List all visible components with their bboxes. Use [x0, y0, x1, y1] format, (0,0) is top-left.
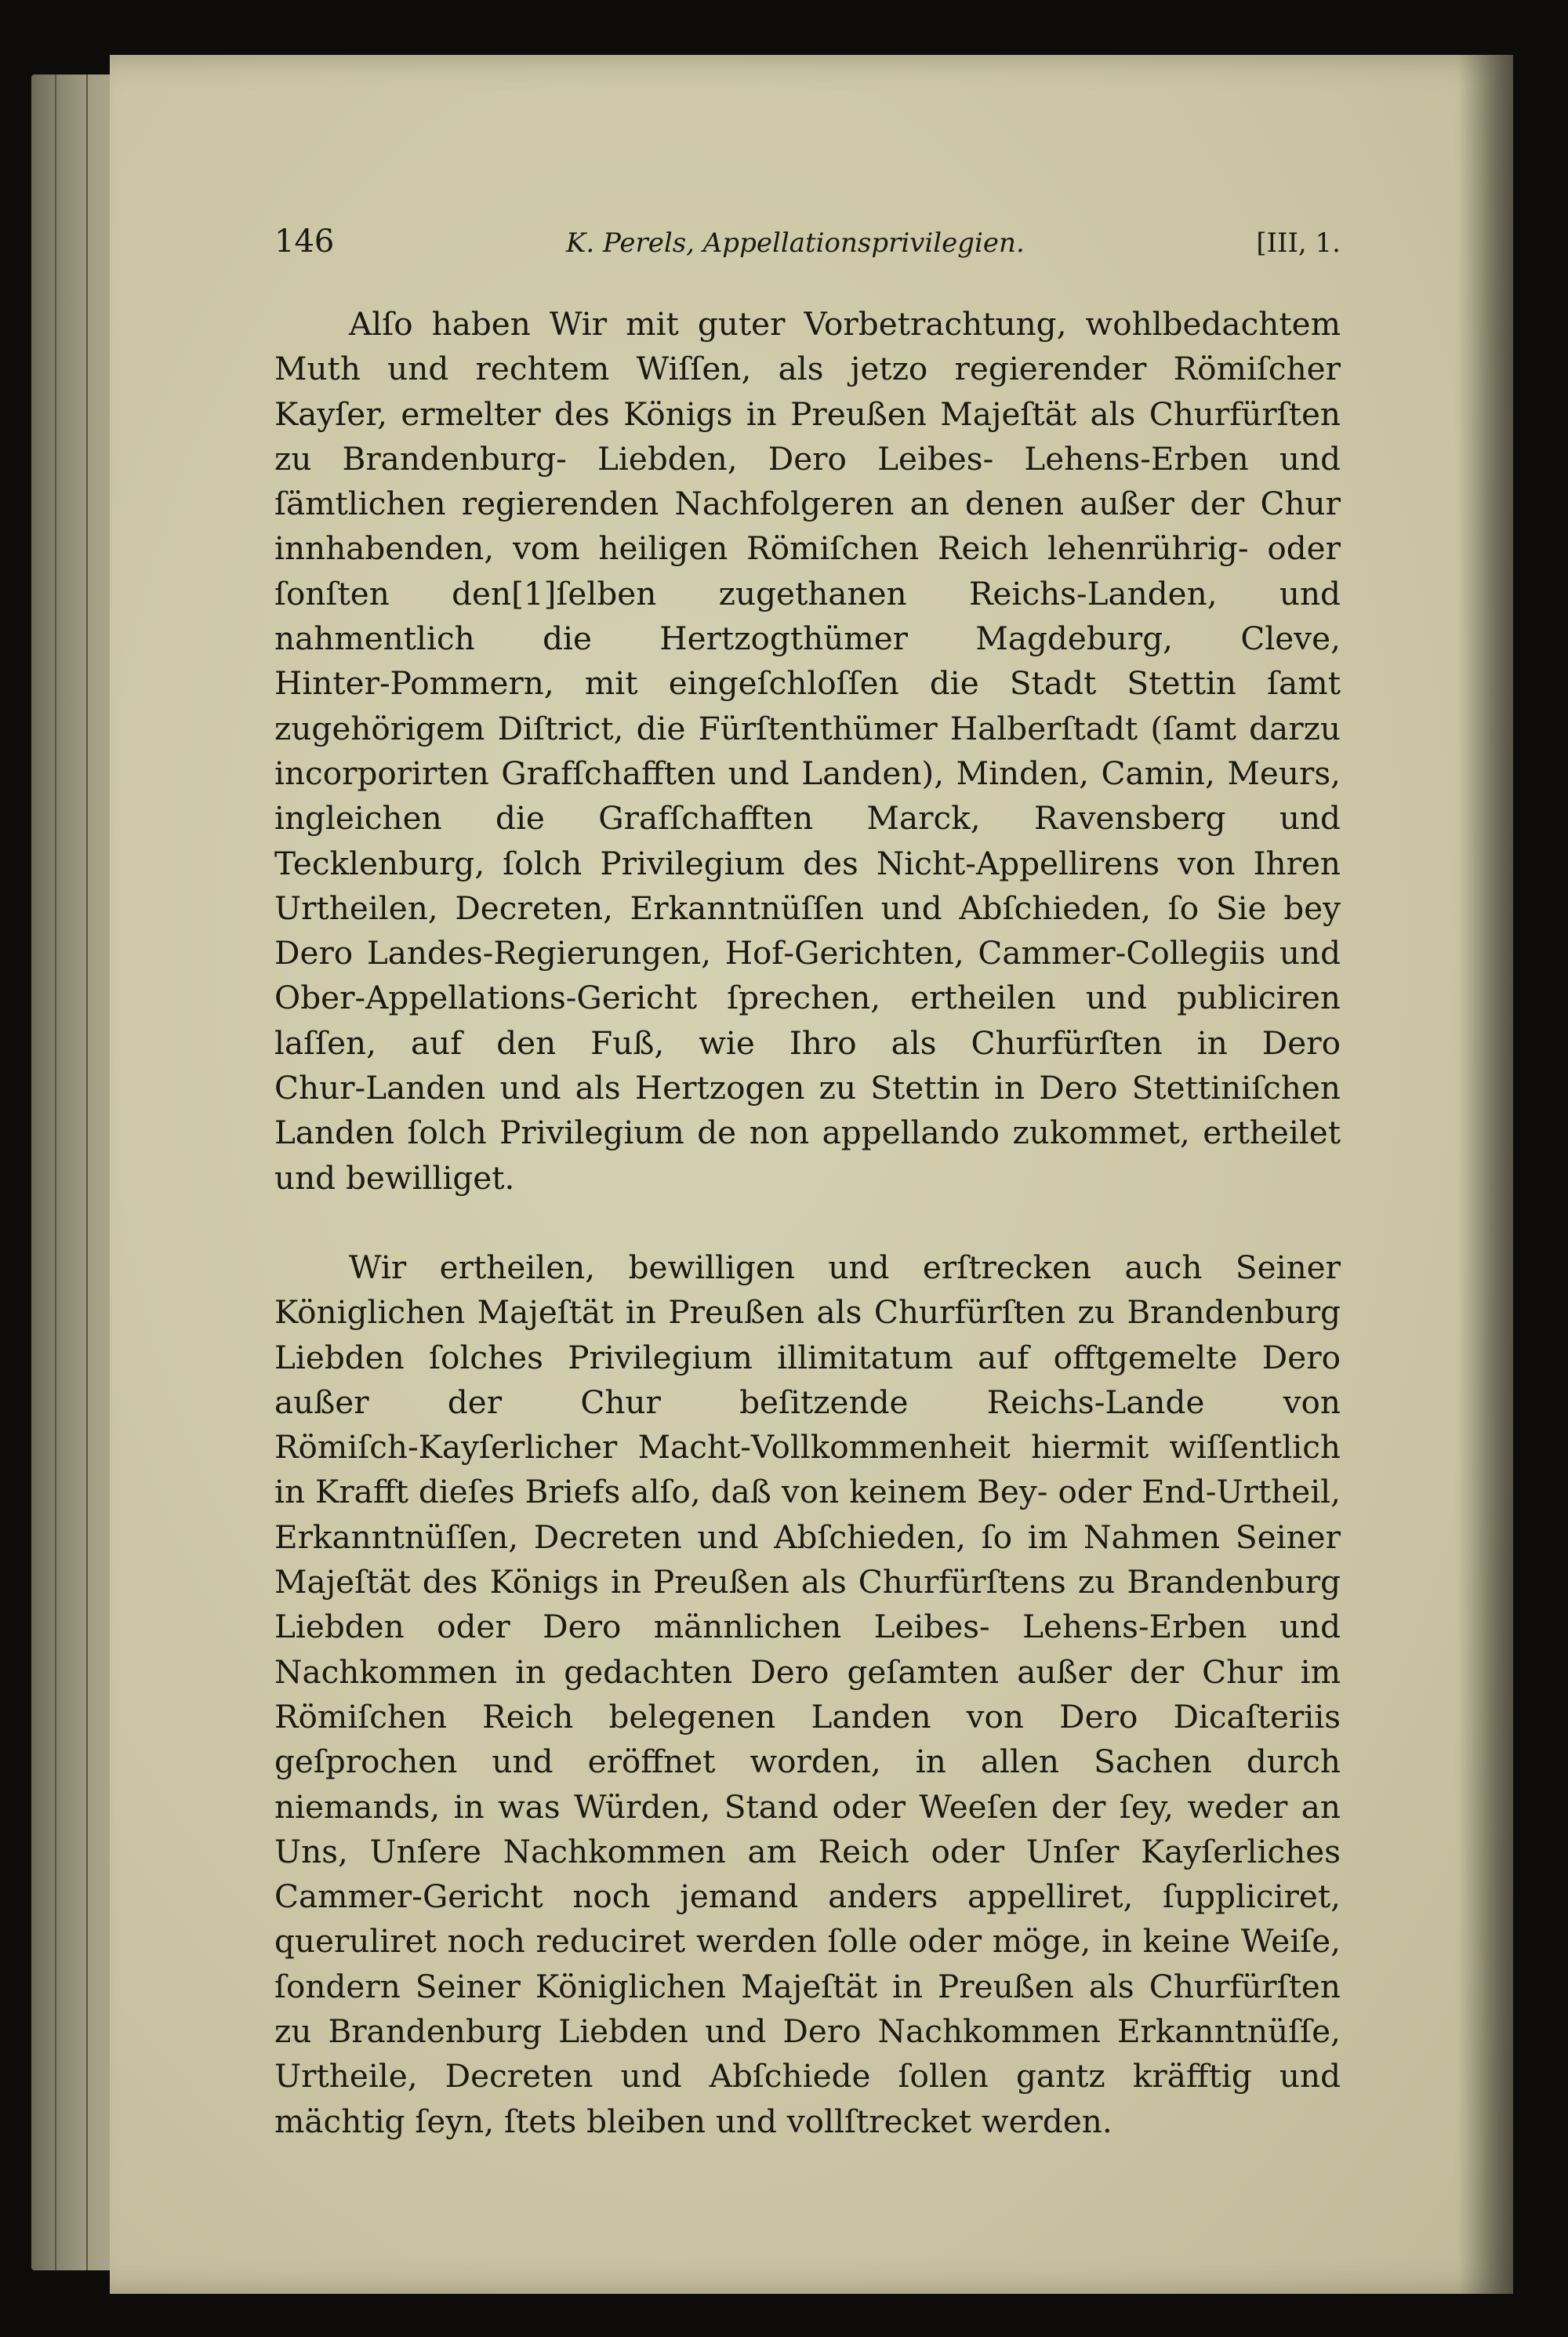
paragraph-2: Wir ertheilen, bewilligen und erſtrecken auch Seiner Königlichen Majeſtät in Preußen als Churfürſten zu Brandenburg Liebden ſolches Privilegium illimitatum auf offtgemelte Dero außer der Chur beſitzende Reichs‑Lande von Römiſch‑Kayſerlicher Macht‑Vollkommenheit hiermit wiſſentlich in Krafft dieſes Briefs alſo, daß von keinem Bey‑ oder End‑Urtheil, Erkanntnüſſen, Decreten und Abſchieden, ſo im Nahmen Seiner Majeſtät des Königs in Preußen als Churfürſtens zu Brandenburg Liebden oder Dero männlichen Leibes‑ Lehens‑Erben und Nachkommen in gedachten Dero geſamten außer der Chur im Römiſchen Reich belegenen Landen von Dero Dicaſteriis geſprochen und eröffnet worden, in allen Sachen durch niemands, in was Würden, Stand oder Weeſen der ſey, weder an Uns, Unſere Nachkommen am Reich oder Unſer Kayſerliches Cammer‑Gericht noch jemand anders appelliret, ſuppliciret, queruliret noch reduciret werden ſolle oder möge, in keine Weiſe, ſondern Seiner Königlichen Majeſtät in Preußen als Churfürſten zu Brandenburg Liebden und Dero Nachkommen Erkanntnüſſe, Urtheile, Decreten und Abſchiede ſollen gantz kräfftig und mächtig ſeyn, ſtets bleiben und vollſtrecket werden. [274, 1248, 1341, 2140]
page-text-block [274, 224, 1341, 2144]
page-number: 146 [274, 224, 335, 260]
running-title: K. Perels, Appellationsprivilegien. [565, 227, 1025, 259]
page-gutter-shadow [1458, 55, 1513, 2294]
running-header [274, 224, 1341, 271]
section-reference: [III, 1. [1256, 227, 1341, 259]
paragraph-1: Alſo haben Wir mit guter Vorbetrachtung, wohlbedachtem Muth und rechtem Wiſſen, als jetzo regierender Römiſcher Kayſer, ermelter des Königs in Preußen Majeſtät als Churfürſten zu Brandenburg‑ Liebden, Dero Leibes‑ Lehens‑Erben und ſämtlichen regierenden Nachfolgeren an denen außer der Chur innhabenden, vom heiligen Römiſchen Reich lehenrührig‑ oder ſonſten den[1]ſelben zugethanen Reichs‑Landen, und nahmentlich die Hertzogthümer Magdeburg, Cleve, Hinter‑Pommern, mit eingeſchloſſen die Stadt Stettin ſamt zugehörigem Diſtrict, die Fürſtenthümer Halberſtadt (ſamt darzu incorporirten Grafſchafften und Landen), Minden, Camin, Meurs, ingleichen die Grafſchafften Marck, Ravensberg und Tecklenburg, ſolch Privilegium des Nicht‑Appellirens von Ihren Urtheilen, Decreten, Erkanntnüſſen und Abſchieden, ſo Sie bey Dero Landes‑Regierungen, Hof‑Gerichten, Cammer‑Collegiis und Ober‑Appellations‑Gericht ſprechen, ertheilen und publiciren laſſen, auf den Fuß, wie Ihro als Churfürſten in Dero Chur‑Landen und als Hertzogen zu Stettin in Dero Stettiniſchen Landen ſolch Privilegium de non appellando zukommet, ertheilet und bewilliget. [274, 305, 1341, 1197]
